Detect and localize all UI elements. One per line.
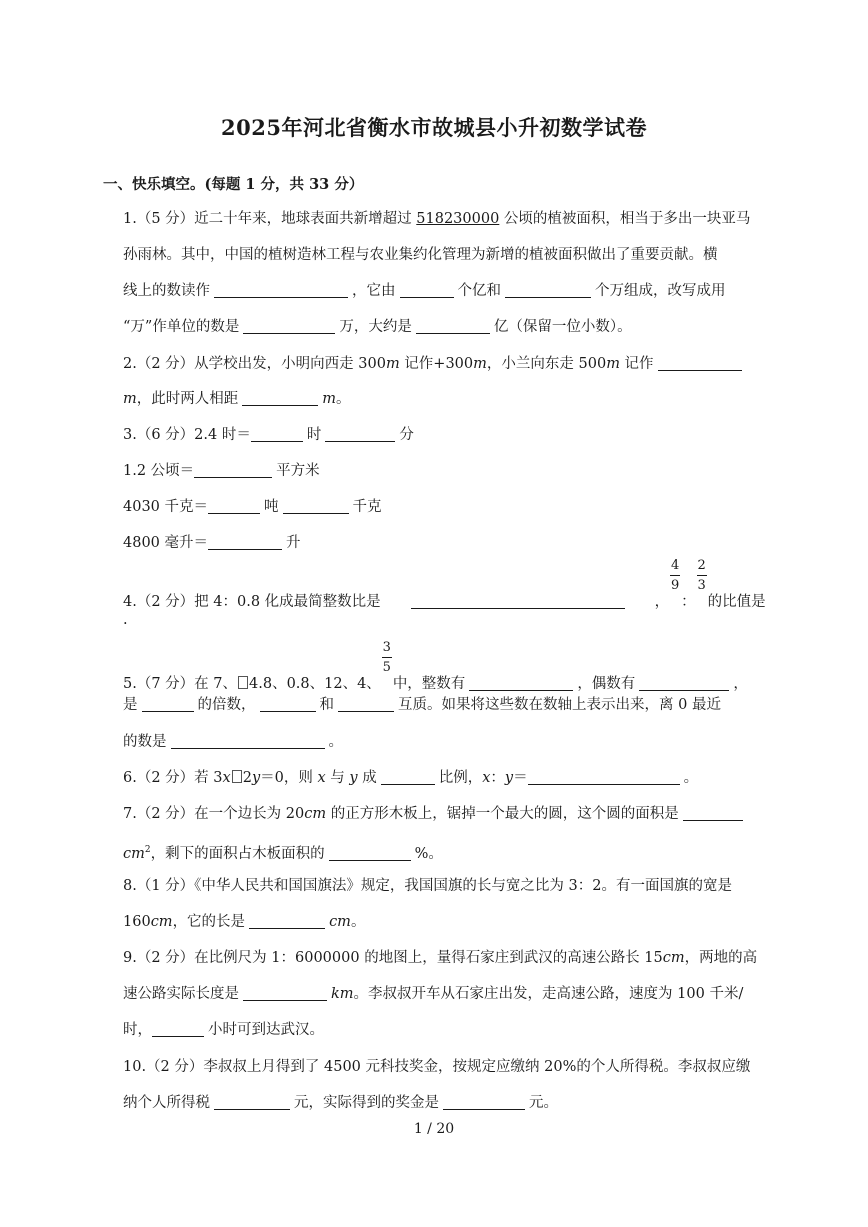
missing-glyph-box [238, 676, 248, 689]
q7-line1: 7.（2 分）在一个边长为 20cm 的正方形木板上，锯掉一个最大的圆，这个圆的面积是 [123, 804, 764, 824]
q1-line3: 线上的数读作 ，它由 个亿和 个万组成，改写成用 [123, 283, 726, 299]
answer-blank[interactable] [214, 283, 348, 298]
answer-blank[interactable] [171, 734, 325, 749]
answer-blank[interactable] [443, 1095, 525, 1110]
answer-blank[interactable] [658, 356, 742, 371]
section-heading: 一、快乐填空。(每题 1 分，共 33 分） [103, 176, 364, 193]
answer-blank[interactable] [505, 283, 591, 298]
q2-line1: 2.（2 分）从学校出发，小明向西走 300m 记作+300m，小兰向东走 500m 记作 [123, 354, 764, 374]
answer-blank[interactable] [411, 594, 625, 609]
answer-blank[interactable] [416, 319, 490, 334]
answer-blank[interactable] [208, 535, 282, 550]
q3-line3: 4030 千克＝ 吨 千克 [123, 499, 382, 515]
q5-line3: 的数是 。 [123, 734, 343, 750]
answer-blank[interactable] [208, 499, 260, 514]
answer-blank[interactable] [329, 846, 411, 861]
fraction: $\frac{2}{3}$ [697, 558, 706, 593]
q4-line2: . [123, 612, 128, 628]
page-title: 2025年河北省衡水市故城县小升初数学试卷 [221, 115, 647, 140]
answer-blank[interactable] [242, 391, 318, 406]
q1-line1: 1.（5 分）近二十年来，地球表面共新增超过 518230000 公顷的植被面积，相当于多出一块亚马 [123, 211, 751, 227]
answer-blank[interactable] [639, 676, 729, 691]
answer-blank[interactable] [381, 770, 435, 785]
q7-line2: $cm^2$，剩下的面积占木板面积的 %。 [123, 845, 443, 862]
q10-line2: 纳个人所得税 元，实际得到的奖金是 元。 [123, 1095, 558, 1111]
q1-line2: 孙雨林。其中，中国的植树造林工程与农业集约化管理为新增的植被面积做出了重要贡献。横 [123, 247, 718, 263]
underlined-number: 518230000 [416, 211, 500, 227]
answer-blank[interactable] [260, 697, 316, 712]
answer-blank[interactable] [142, 697, 194, 712]
q5-line2: 是 的倍数， 和 互质。如果将这些数在数轴上表示出来，离 0 最近 [123, 697, 721, 713]
q2-line2: m，此时两人相距 m。 [123, 391, 351, 407]
page-number: 1 / 20 [413, 1121, 455, 1137]
answer-blank[interactable] [338, 697, 394, 712]
q9-line2: 速公路实际长度是 km。李叔叔开车从石家庄出发，走高速公路，速度为 100 千米/ [123, 986, 744, 1002]
answer-blank[interactable] [251, 427, 303, 442]
q3-line4: 4800 毫升＝ 升 [123, 535, 301, 551]
answer-blank[interactable] [683, 806, 743, 821]
answer-blank[interactable] [325, 427, 395, 442]
answer-blank[interactable] [469, 676, 573, 691]
q8-line2: 160cm，它的长是 cm。 [123, 914, 366, 930]
q5-line1: 5.（7 分）在 7、 4.8、0.8、12、4、 $\frac{3}{5}$ 中，整数有 ，偶数有 ， [123, 640, 748, 692]
answer-blank[interactable] [249, 914, 325, 929]
q9-line3: 时， 小时可到达武汉。 [123, 1022, 324, 1038]
answer-blank[interactable] [528, 770, 680, 785]
answer-blank[interactable] [214, 1095, 290, 1110]
answer-blank[interactable] [243, 986, 327, 1001]
answer-blank[interactable] [194, 463, 272, 478]
q10-line1: 10.（2 分）李叔叔上月得到了 4500 元科技奖金，按规定应缴纳 20%的个人所得税。李叔叔应缴 [123, 1059, 751, 1075]
answer-blank[interactable] [283, 499, 349, 514]
missing-glyph-box [232, 770, 242, 783]
q1-line4: “万”作单位的数是 万，大约是 亿（保留一位小数）。 [123, 319, 632, 335]
q3-line2: 1.2 公顷＝ 平方米 [123, 463, 320, 479]
q6-line1: 6.（2 分）若 3x 2y＝0，则 x 与 y 成 比例，x：y＝ 。 [123, 770, 699, 786]
answer-blank[interactable] [400, 283, 454, 298]
q3-line1: 3.（6 分）2.4 时＝ 时 分 [123, 427, 414, 443]
q9-line1: 9.（2 分）在比例尺为 1：6000000 的地图上，量得石家庄到武汉的高速公路长 15cm，两地的高 [123, 950, 758, 966]
fraction: $\frac{3}{5}$ [382, 640, 391, 675]
answer-blank[interactable] [152, 1022, 204, 1037]
q4-line1: 4.（2 分）把 4：0.8 化成最简整数比是 ， $\frac{4}{9}$ ： $\frac{2}{3}$ 的比值是 [123, 558, 766, 610]
answer-blank[interactable] [243, 319, 335, 334]
q8-line1: 8.（1 分）《中华人民共和国国旗法》规定，我国国旗的长与宽之比为 3：2。有一面国旗的宽是 [123, 878, 732, 894]
fraction: $\frac{4}{9}$ [671, 558, 680, 593]
